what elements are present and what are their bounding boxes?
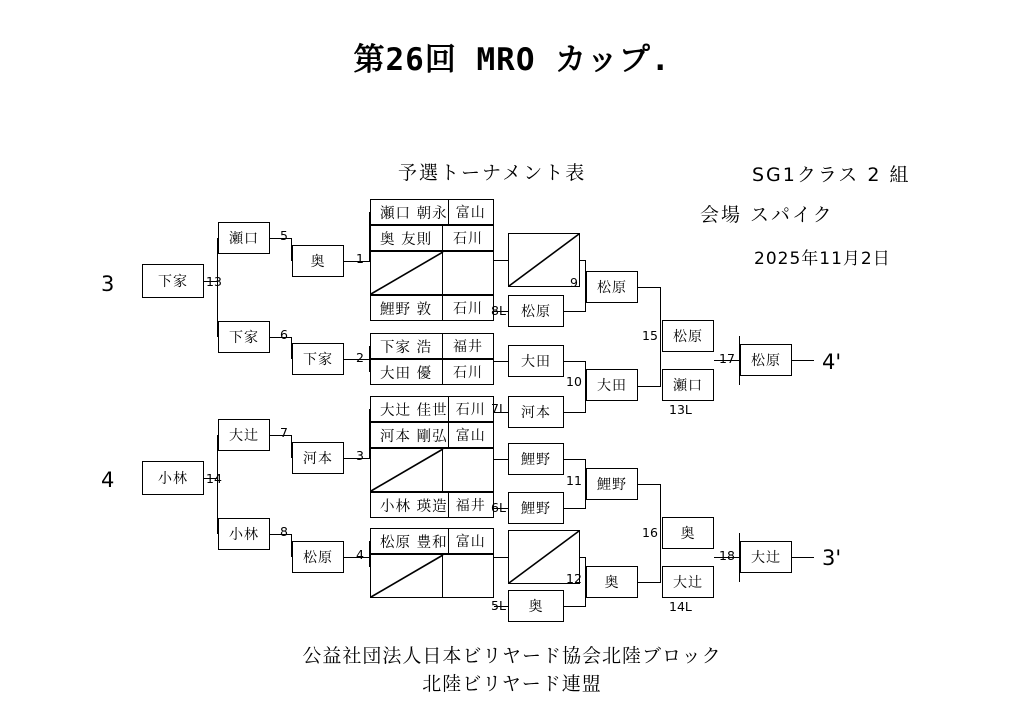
- match-number-8: 8: [280, 524, 288, 539]
- match-number-18: 18: [719, 548, 735, 563]
- match-number-7: 7: [280, 425, 288, 440]
- match-number-5L: 5L: [491, 598, 506, 613]
- connector: [638, 582, 661, 583]
- match-number-16: 16: [642, 525, 658, 540]
- entry-row: [370, 359, 494, 385]
- match-number-1: 1: [356, 251, 364, 266]
- seed-box-left-top: 下家: [142, 264, 204, 298]
- entry-pref: 石川: [442, 296, 493, 320]
- match-number-6L: 6L: [491, 500, 506, 515]
- entry-pref: 石川: [442, 226, 493, 250]
- entry-name: 下家 浩: [380, 339, 433, 356]
- winner-box-10: 大田: [586, 369, 638, 401]
- empty-slot-diagonal-1: [370, 251, 494, 295]
- entry-row: [370, 396, 494, 422]
- connector: [564, 459, 586, 460]
- match-number-3: 3: [356, 448, 364, 463]
- connector: [585, 260, 586, 288]
- entry-name: 鯉野 敦: [380, 301, 433, 318]
- connector: [369, 346, 370, 372]
- empty-slot-diagonal-2: [370, 448, 494, 492]
- entry-name: 大田 優: [380, 365, 433, 382]
- mid-box-b: 鯉野: [508, 443, 564, 475]
- connector: [494, 260, 508, 261]
- match-number-8L: 8L: [491, 303, 506, 318]
- connector: [369, 212, 370, 262]
- entry-name: 河本 剛弘: [380, 428, 448, 445]
- seed-number-left-bottom: 4: [101, 468, 115, 492]
- match-number-15: 15: [642, 328, 658, 343]
- match-number-14: 14: [206, 471, 222, 486]
- winner-box-9: 松原: [586, 271, 638, 303]
- final-box-top: 松原: [740, 344, 792, 376]
- semi-box-bottom-1: 奥: [662, 517, 714, 549]
- entry-row: [370, 225, 494, 251]
- page-title: 第26回 MRO カップ.: [353, 42, 671, 78]
- round2-box-4: 松原: [292, 541, 344, 573]
- empty-slot-diagonal-3: [370, 554, 494, 598]
- round1-box-top-a: 瀬口: [218, 222, 270, 254]
- connector: [585, 484, 586, 508]
- connector: [739, 533, 740, 582]
- seed-box-left-bottom: 小林: [142, 461, 204, 495]
- mid-box-a: 大田: [508, 345, 564, 377]
- connector: [564, 508, 586, 509]
- connector: [638, 386, 661, 387]
- connector: [291, 337, 292, 359]
- class-label: SG1クラス 2 組: [752, 164, 911, 186]
- connector: [291, 435, 292, 458]
- footer-line-1: 公益社団法人日本ビリヤード協会北陸ブロック: [302, 645, 722, 667]
- connector: [660, 287, 661, 386]
- connector: [494, 361, 508, 362]
- match-number-14L: 14L: [669, 599, 692, 614]
- venue-label: 会場 スパイク: [700, 204, 834, 226]
- entry-pref: 石川: [442, 360, 493, 384]
- match-number-12: 12: [566, 571, 582, 586]
- round2-box-1: 奥: [292, 245, 344, 277]
- entry-name: 瀬口 朝永: [380, 205, 448, 222]
- connector: [291, 238, 292, 261]
- connector: [638, 484, 661, 485]
- footer-line-2: 北陸ビリヤード連盟: [422, 673, 602, 695]
- entry-pref: 福井: [442, 334, 493, 358]
- loser-box-6L: 鯉野: [508, 492, 564, 524]
- entry-pref: 富山: [448, 200, 493, 224]
- loser-box-8L: 松原: [508, 295, 564, 327]
- entry-row: [370, 295, 494, 321]
- date-label: 2025年11月2日: [754, 249, 891, 269]
- round1-box-bottom-a: 大辻: [218, 419, 270, 451]
- loser-box-7L: 河本: [508, 396, 564, 428]
- connector: [792, 557, 814, 558]
- connector: [585, 582, 586, 606]
- seed-number-left-top: 3: [101, 272, 115, 296]
- seed-number-right-top: 4': [822, 350, 842, 374]
- connector: [564, 412, 586, 413]
- semi-box-top-2: 瀬口: [662, 369, 714, 401]
- seed-number-right-bottom: 3': [822, 546, 842, 570]
- connector: [494, 459, 508, 460]
- connector: [585, 386, 586, 412]
- connector: [585, 459, 586, 484]
- final-box-bottom: 大辻: [740, 541, 792, 573]
- match-number-7L: 7L: [491, 401, 506, 416]
- connector: [369, 541, 370, 567]
- connector: [792, 360, 814, 361]
- connector: [660, 484, 661, 583]
- connector: [585, 287, 586, 311]
- connector: [585, 557, 586, 582]
- match-number-13L: 13L: [669, 402, 692, 417]
- entry-row: [370, 492, 494, 518]
- match-number-9: 9: [570, 275, 578, 290]
- entry-row: [370, 333, 494, 359]
- connector: [739, 336, 740, 385]
- connector: [564, 361, 586, 362]
- match-number-4: 4: [356, 547, 364, 562]
- round1-box-bottom-b: 小林: [218, 518, 270, 550]
- connector: [494, 557, 508, 558]
- match-number-13: 13: [206, 274, 222, 289]
- round1-box-top-b: 下家: [218, 321, 270, 353]
- round2-box-3: 河本: [292, 442, 344, 474]
- connector: [564, 311, 586, 312]
- match-number-6: 6: [280, 327, 288, 342]
- semi-box-top-1: 松原: [662, 320, 714, 352]
- entry-pref: 福井: [448, 493, 493, 517]
- entry-name: 奥 友則: [380, 231, 433, 248]
- bracket-label: 予選トーナメント表: [398, 162, 587, 184]
- connector: [564, 606, 586, 607]
- match-number-11: 11: [566, 473, 582, 488]
- semi-box-bottom-2: 大辻: [662, 566, 714, 598]
- match-number-2: 2: [356, 350, 364, 365]
- winner-box-12: 奥: [586, 566, 638, 598]
- entry-row: [370, 422, 494, 448]
- connector: [585, 361, 586, 386]
- connector: [638, 287, 661, 288]
- entry-row: [370, 528, 494, 554]
- connector: [291, 534, 292, 557]
- entry-row: [370, 199, 494, 225]
- entry-name: 松原 豊和: [380, 534, 448, 551]
- entry-pref: 石川: [448, 397, 493, 421]
- entry-name: 大辻 佳世: [380, 402, 448, 419]
- match-number-10: 10: [566, 374, 582, 389]
- entry-name: 小林 瑛造: [380, 498, 448, 515]
- winner-box-11: 鯉野: [586, 468, 638, 500]
- loser-box-5L: 奥: [508, 590, 564, 622]
- match-number-17: 17: [719, 351, 735, 366]
- entry-pref: 富山: [448, 529, 493, 553]
- match-number-5: 5: [280, 228, 288, 243]
- round2-box-2: 下家: [292, 343, 344, 375]
- entry-pref: 富山: [448, 423, 493, 447]
- connector: [369, 409, 370, 459]
